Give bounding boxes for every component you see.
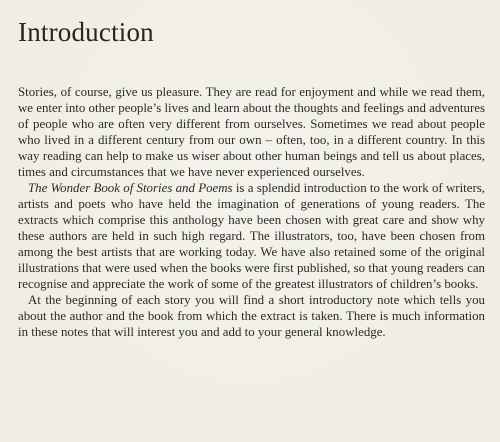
paragraph-3 — [18, 292, 485, 340]
page-speck: · — [452, 404, 455, 413]
page-title: Introduction — [18, 17, 154, 47]
paragraph-2-text: is a splendid introduction to the work of writers, artists and poets who have held the imagination of generations of young readers. The extracts which comprise this anthology have been chosen with great care and show why these authors are held in such high regard. The illustrators, too, have been chosen from among the best artists that are working today. We have also retained some of the original illustrations that were used when the books were first published, so that young readers can recognise and appreciate the work of some of the greatest illustrators of children’s books. — [18, 181, 485, 291]
paragraph-3-text: At the beginning of each story you will find a short introductory note which tells you about the author and the book from which the extract is taken. There is much information in these notes that will interest you and add to your general knowledge. — [18, 293, 485, 339]
book-title: The Wonder Book of Stories and Poems — [28, 181, 233, 195]
paragraph-1-text: Stories, of course, give us pleasure. They are read for enjoyment and while we read them, we enter into other people’s lives and learn about the thoughts and feelings and adventures of people who are often very different from ourselves. Sometimes we read about people who lived in a different century from our own – often, too, in a different country. In this way reading can help to make us wiser about other human beings and tell us about places, times and circumstances that we have never experienced ourselves. — [18, 85, 485, 179]
paragraph-1 — [18, 84, 485, 180]
paragraph-2 — [18, 180, 485, 292]
introduction-body — [18, 84, 485, 340]
